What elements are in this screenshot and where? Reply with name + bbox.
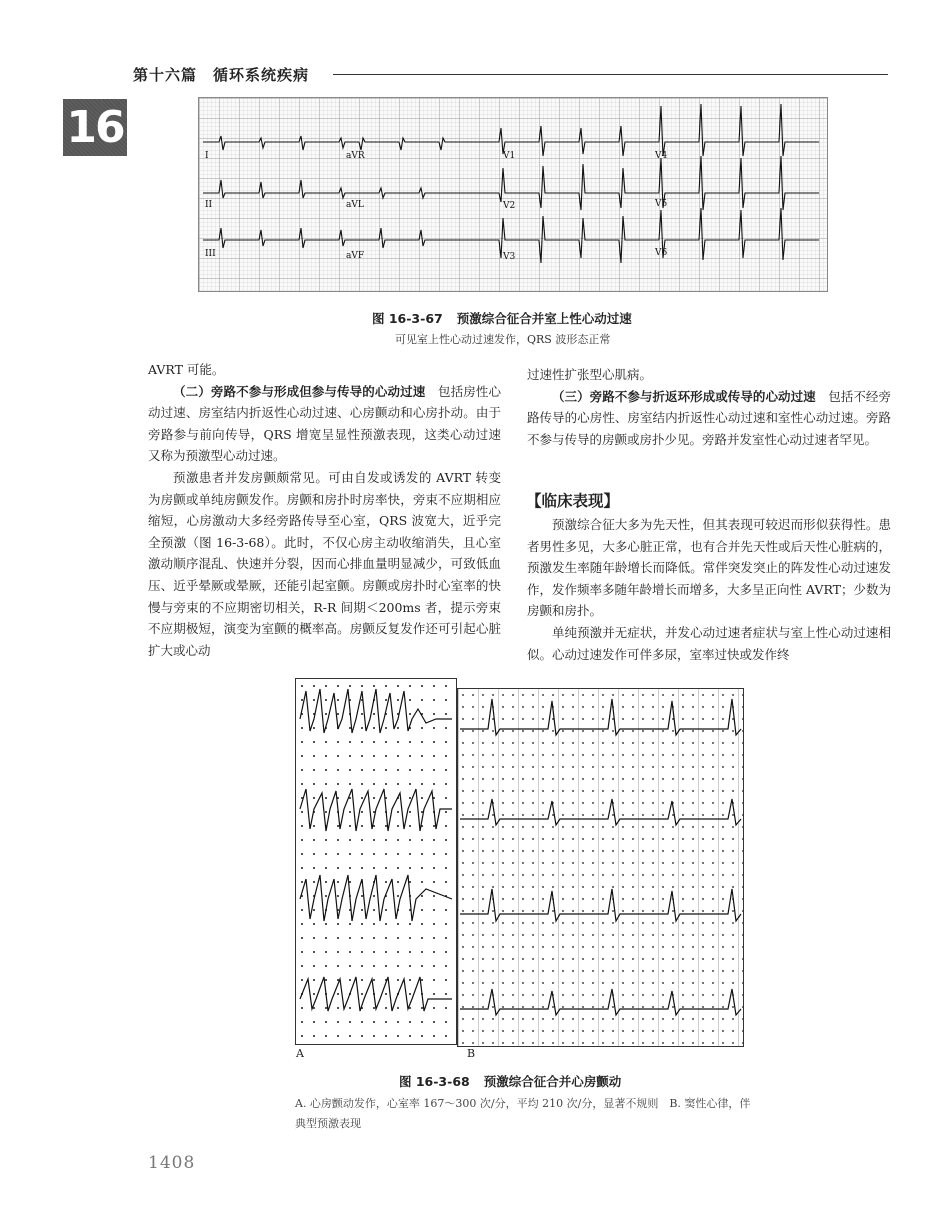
panel-b-label: B — [467, 1047, 476, 1060]
figure-68-title — [399, 1072, 621, 1090]
paragraph: 预激患者并发房颤颇常见。可由自发或诱发的 AVRT 转变为房颤或单纯房颤发作。房颤和房扑时房率快，旁束不应期相应缩短，心房激动大多经旁路传导至心室，QRS 波宽大，近乎完全预激（图 16-3-68）。此时，不仅心房主动收缩消失，且心室激动顺序混乱、快速并分裂，因而心排血量明显减少，可致低血压、近乎晕厥或晕厥，还能引起室颤。房颤或房扑时心室率的快慢与旁束的不应期密切相关，R-R 间期＜200ms 者，提示旁束不应期极短，演变为室颤的概率高。房颤反复发作还可引起心脏扩大或心动 — [148, 469, 501, 658]
paragraph-text: 包括房性心动过速、房室结内折返性心动过速、心房颤动和心房扑动。由于旁路参与前向传导，QRS 增宽呈显性预激表现，这类心动过速又称为预激型心动过速。 — [148, 383, 501, 464]
ecg-figure-67 — [198, 97, 828, 292]
subsection-heading: （二）旁路不参与形成但参与传导的心动过速 — [173, 383, 426, 399]
chapter-badge: 16 — [63, 99, 127, 156]
lead-label: V3 — [503, 252, 516, 262]
lead-label: V1 — [503, 151, 516, 161]
subsection-heading: （三）旁路不参与折返环形成或传导的心动过速 — [552, 388, 816, 404]
paragraph: AVRT 可能。 — [148, 362, 225, 377]
paragraph — [148, 381, 501, 467]
header-rule — [333, 74, 888, 75]
right-column-continued — [527, 514, 891, 665]
section-heading: 【临床表现】 — [526, 492, 620, 510]
ecg-traces-67 — [199, 98, 827, 291]
lead-label: aVF — [346, 251, 365, 261]
ecg-traces-b — [458, 689, 743, 1046]
section-title: 第十六篇 循环系统疾病 — [133, 66, 310, 84]
lead-label: V6 — [655, 248, 668, 258]
lead-label: I — [205, 151, 209, 161]
figure-67-label: 图 16-3-67 — [372, 311, 443, 326]
paragraph: 单纯预激并无症状，并发心动过速者症状与室上性心动过速相似。心动过速发作可伴多尿，室率过快或发作终 — [527, 624, 891, 662]
figure-67-title — [372, 309, 632, 327]
figure-67-caption: 预激综合征合并室上性心动过速 — [456, 311, 632, 326]
left-column — [148, 359, 501, 661]
ecg-traces-a — [296, 679, 456, 1044]
paragraph-text: 包括不经旁路传导的心房性、房室结内折返性心动过速和室性心动过速。旁路不参与传导的房颤或房扑少见。旁路并发室性心动过速者罕见。 — [527, 388, 891, 447]
figure-67-subtitle: 可见室上性心动过速发作，QRS 波形态正常 — [395, 333, 611, 346]
lead-label: V5 — [655, 199, 668, 209]
lead-label: V2 — [503, 201, 516, 211]
ecg-panel-b — [457, 688, 744, 1047]
page-number: 1408 — [148, 1153, 196, 1173]
figure-68-label: 图 16-3-68 — [399, 1074, 470, 1089]
paragraph: 预激综合征大多为先天性，但其表现可较迟而形似获得性。患者男性多见，大多心脏正常，也有合并先天性或后天性心脏病的，预激发生率随年龄增长而降低。常伴突发突止的阵发性心动过速发作，发作频率多随年龄增长而增多，大多呈正向性 AVRT；少数为房颤和房扑。 — [527, 517, 891, 619]
lead-label: V4 — [655, 151, 668, 161]
figure-68-caption: 预激综合征合并心房颤动 — [483, 1074, 622, 1089]
right-column — [527, 364, 891, 450]
lead-label: III — [205, 249, 216, 259]
figure-68-description: A. 心房颤动发作，心室率 167～300 次/分，平均 210 次/分，显著不规则 B. 窦性心律，伴典型预激表现 — [295, 1097, 751, 1130]
ecg-panel-a — [295, 678, 457, 1045]
lead-label: II — [205, 200, 213, 210]
paragraph: 过速性扩张型心肌病。 — [527, 367, 653, 382]
lead-label: aVR — [346, 151, 365, 161]
ecg-row-1 — [203, 104, 819, 156]
paragraph — [527, 386, 891, 451]
panel-a-label: A — [296, 1047, 304, 1060]
lead-label: aVL — [346, 200, 364, 210]
